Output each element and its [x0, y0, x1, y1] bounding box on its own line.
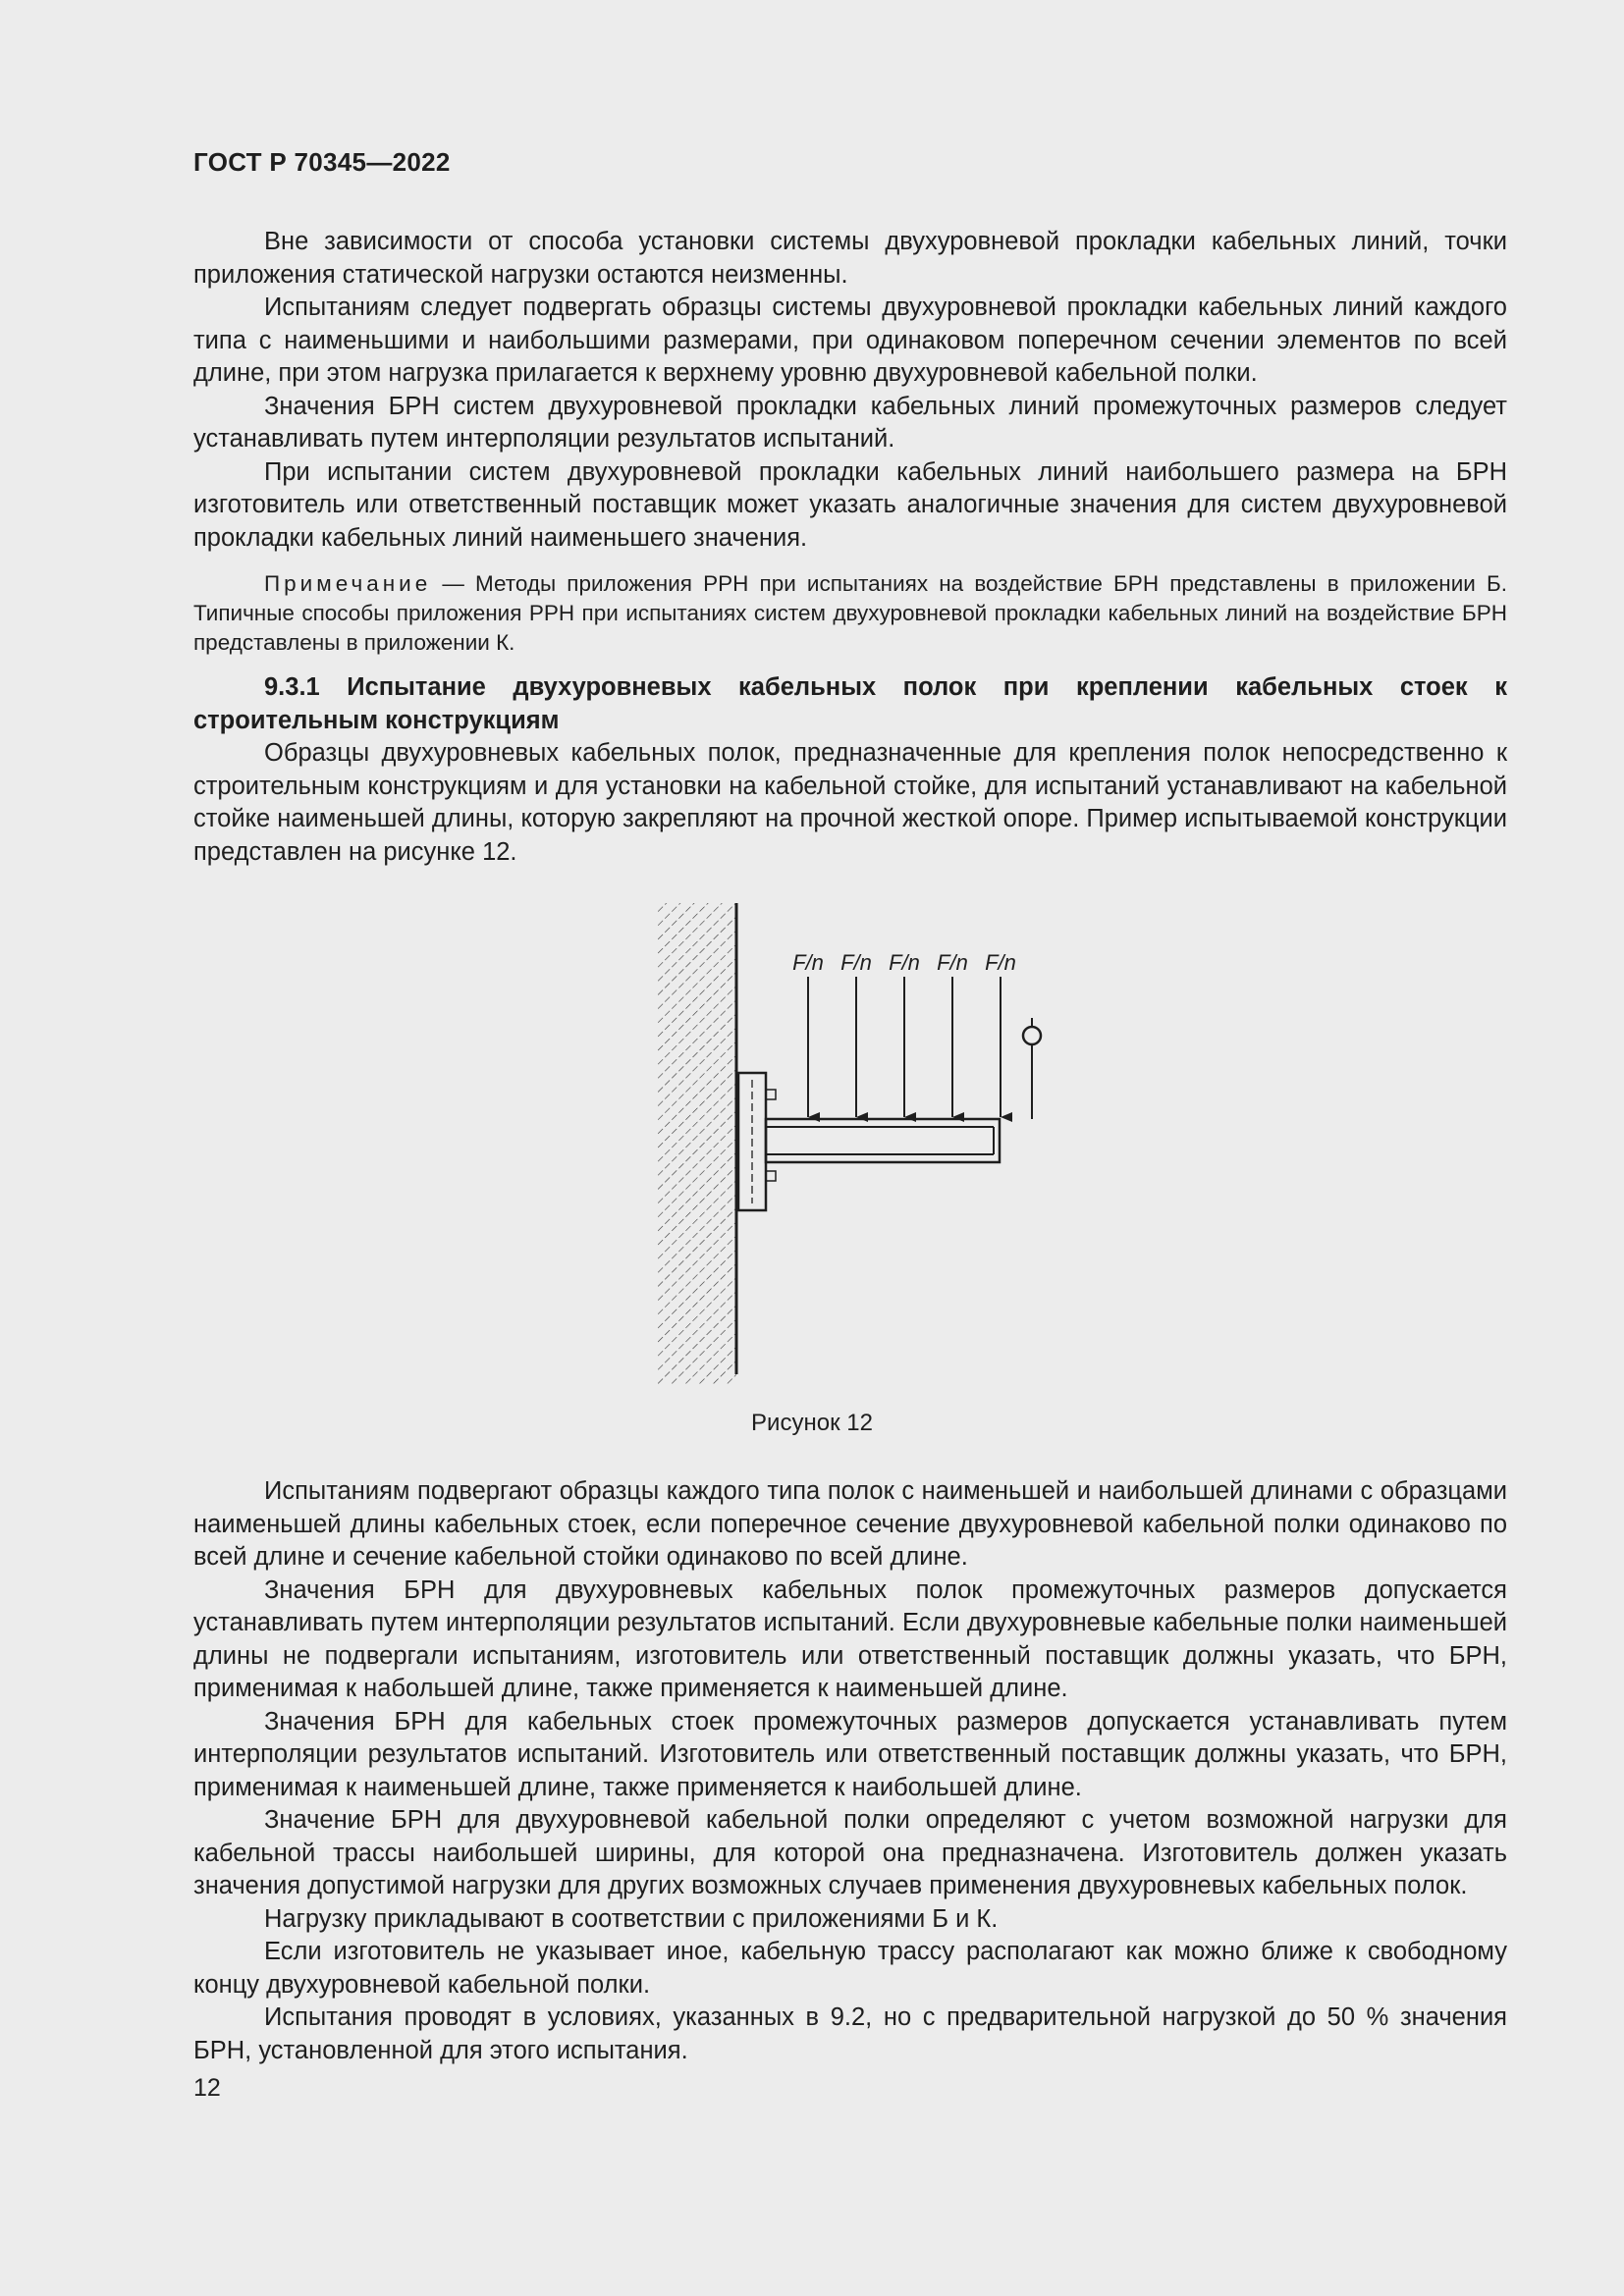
paragraph: Вне зависимости от способа установки системы двухуровневой прокладки кабельных линий, точки приложения статической нагрузки остаются неизменны.	[193, 228, 1507, 289]
note-text	[193, 569, 1507, 658]
figure-12	[648, 893, 1060, 1384]
wall-hatching	[658, 903, 736, 1384]
note-label: Примечание	[264, 571, 432, 596]
paragraph: Испытания проводят в условиях, указанных в 9.2, но с предварительной нагрузкой до 50 % значения БРН, установленной для этого испытания.	[193, 2003, 1507, 2064]
load-label-2: F/n	[840, 950, 872, 975]
page-number: 12	[193, 2074, 221, 2102]
section-heading: 9.3.1 Испытание двухуровневых кабельных полок при креплении кабельных стоек к строительным конструкциям	[193, 673, 1507, 734]
paragraph: Нагрузку прикладывают в соответствии с приложениями Б и К.	[264, 1904, 999, 1933]
note-body: — Методы приложения РРН при испытаниях на воздействие БРН представлены в приложении Б. Типичные способы приложения РРН при испытаниях систем двухуровневой прокладки кабельных линий на воздействие БРН представлены в приложении К.	[193, 571, 1507, 655]
load-label-3: F/n	[889, 950, 920, 975]
paragraph: Значения БРН для кабельных стоек промежуточных размеров допускается устанавливать путем интерполяции результатов испытаний. Изготовитель или ответственный поставщик должны указать, что БРН, применимая к наименьшей длине, также применяется к наибольшей длине.	[193, 1707, 1507, 1801]
paragraph: Испытаниям следует подвергать образцы системы двухуровневой прокладки кабельных линий каждого типа с наименьшими и наибольшими размерами, при одинаковом поперечном сечении элементов по всей длине, при этом нагрузка прилагается к верхнему уровню двухуровневой кабельной полки.	[193, 294, 1507, 387]
load-label-4: F/n	[937, 950, 968, 975]
cable-shelf	[766, 1119, 1000, 1162]
page-header: ГОСТ Р 70345—2022	[193, 147, 451, 177]
bolt-icon	[766, 1090, 776, 1099]
section-1	[193, 226, 1507, 555]
paragraph: Значение БРН для двухуровневой кабельной полки определяют с учетом возможной нагрузки для кабельной трассы наибольшей ширины, для которой она предназначена. Изготовитель должен указать значения допустимой нагрузки для других возможных случаев применения двухуровневых кабельных полок.	[193, 1806, 1507, 1899]
bolt-icon	[766, 1171, 776, 1181]
section-2	[193, 671, 1507, 869]
deflection-gauge-icon	[1023, 1027, 1041, 1044]
paragraph: Значения БРН систем двухуровневой прокладки кабельных линий промежуточных размеров следует устанавливать путем интерполяции результатов испытаний.	[193, 392, 1507, 453]
paragraph: При испытании систем двухуровневой прокладки кабельных линий наибольшего размера на БРН изготовитель или ответственный поставщик может указать аналогичные значения для систем двухуровневой прокладки кабельных линий наименьшего значения.	[193, 457, 1507, 552]
figure-diagram	[648, 893, 1060, 1384]
load-label-5: F/n	[985, 950, 1016, 975]
note	[193, 569, 1507, 658]
section-3	[193, 1475, 1507, 2067]
paragraph: Значения БРН для двухуровневых кабельных полок промежуточных размеров допускается устанавливать путем интерполяции результатов испытаний. Если двухуровневые кабельные полки наименьшей длины не подвергали испытаниям, изготовитель или ответственный поставщик должны указать, что БРН, применимая к набольшей длине, также применяется к наименьшей длине.	[193, 1575, 1507, 1702]
paragraph: Образцы двухуровневых кабельных полок, предназначенные для крепления полок непосредственно к строительным конструкциям и для установки на кабельной стойке, для испытаний устанавливают на кабельной стойке наименьшей длины, которую закрепляют на прочной жесткой опоре. Пример испытываемой конструкции представлен на рисунке 12.	[193, 739, 1507, 866]
load-label-1: F/n	[792, 950, 824, 975]
paragraph: Если изготовитель не указывает иное, кабельную трассу располагают как можно ближе к свободному концу двухуровневой кабельной полки.	[193, 1938, 1507, 1999]
paragraph: Испытаниям подвергают образцы каждого типа полок с наименьшей и наибольшей длинами с образцами наименьшей длины кабельных стоек, если поперечное сечение двухуровневой кабельной полки одинаково по всей длине и сечение кабельной стойки одинаково по всей длине.	[193, 1477, 1507, 1571]
figure-caption: Рисунок 12	[751, 1410, 873, 1436]
